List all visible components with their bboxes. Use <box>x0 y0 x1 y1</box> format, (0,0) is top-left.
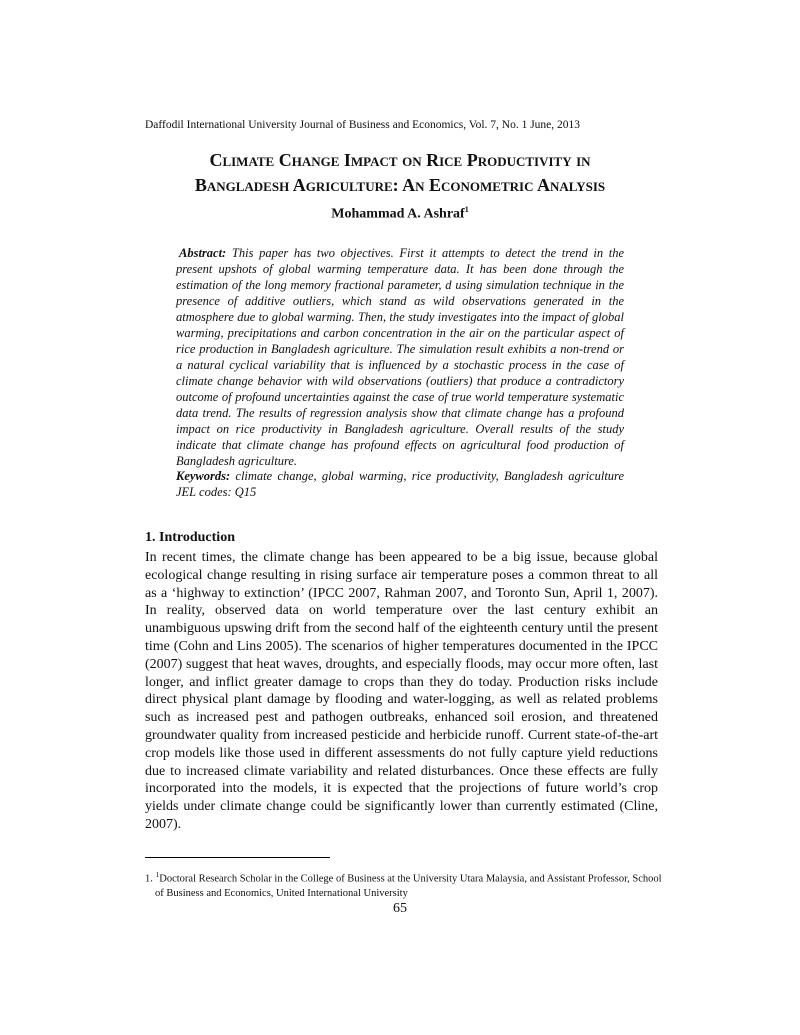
footnote-divider <box>145 857 330 858</box>
keywords <box>176 468 624 500</box>
author-line <box>100 205 700 223</box>
keywords-label: Keywords: <box>176 469 231 483</box>
paper-title <box>100 148 700 198</box>
paper-title-line-1: Climate Change Impact on Rice Productivity in <box>209 150 591 170</box>
author-name: Mohammad A. Ashraf <box>331 206 465 222</box>
abstract-text: This paper has two objectives. First it attempts to detect the trend in the present upshots of global warming temperature data. It has been done through the estimation of the long memory fractional parameter, d using simulation technique in the presence of additive outliers, which stand as wild observations generated in the atmosphere due to global warming. Then, the study investigates into the impact of global warming, precipitations and carbon concentration in the air on the particular aspect of rice production in Bangladesh agriculture. The simulation result exhibits a non-trend or a natural cyclical variability that is influenced by a stochastic process in the case of climate change behavior with wild observations (outliers) that produce a contradictory outcome of profound uncertainties against the case of true world temperature systematic data trend. The results of regression analysis show that climate change has a profound impact on rice productivity in Bangladesh agriculture. Overall results of the study indicate that climate change has profound effects on agricultural food production of Bangladesh agriculture. <box>176 246 624 468</box>
section-heading: 1. Introduction <box>145 530 235 545</box>
author-footnote-marker: 1 <box>464 205 469 214</box>
paper-title-line-2: Bangladesh Agriculture: An Econometric Analysis <box>194 175 606 195</box>
footnote-marker: 1 <box>155 870 160 879</box>
running-header: Daffodil International University Journal of Business and Economics, Vol. 7, No. 1 June, 2013 <box>145 119 581 131</box>
body-paragraph: In recent times, the climate change has been appeared to be a big issue, because global ecological change resulting in rising surface air temperature poses a common threat to all as a ‘highway to extinction’ (IPCC 2007, Rahman 2007, and Toronto Sun, April 1, 2007). In reality, observed data on world temperature over the last century exhibit an unambiguous upswing drift from the second half of the eighteenth century until the present time (Cohn and Lins 2005). The scenarios of higher temperatures documented in the IPCC (2007) suggest that heat waves, droughts, and especially floods, may occur more often, last longer, and inflict greater damage to crops than they do today. Production risks include direct physical plant damage by flooding and water-logging, as well as related problems such as increased pest and pathogen outbreaks, enhanced soil erosion, and threatened groundwater quality from increased pesticide and herbicide runoff. Current state-of-the-art crop models like those used in different assessments do not fully capture yield reductions due to increased climate variability and related disturbances. Once these effects are fully incorporated into the models, it is expected that the projections of future world’s crop yields under climate change could be significantly lower than currently estimated (Cline, 2007). <box>145 550 658 832</box>
footnote-text: Doctoral Research Scholar in the College of Business at the University Utara Malaysia, and Assistant Professor, School of Business and Economics, United International University <box>155 873 662 899</box>
page-number: 65 <box>393 901 407 916</box>
abstract-label: Abstract: <box>179 246 227 260</box>
footnote <box>145 868 670 901</box>
keywords-text: climate change, global warming, rice productivity, Bangladesh agriculture JEL codes: Q15 <box>176 469 624 499</box>
footnote-number: 1. <box>145 873 153 885</box>
abstract <box>176 245 624 469</box>
